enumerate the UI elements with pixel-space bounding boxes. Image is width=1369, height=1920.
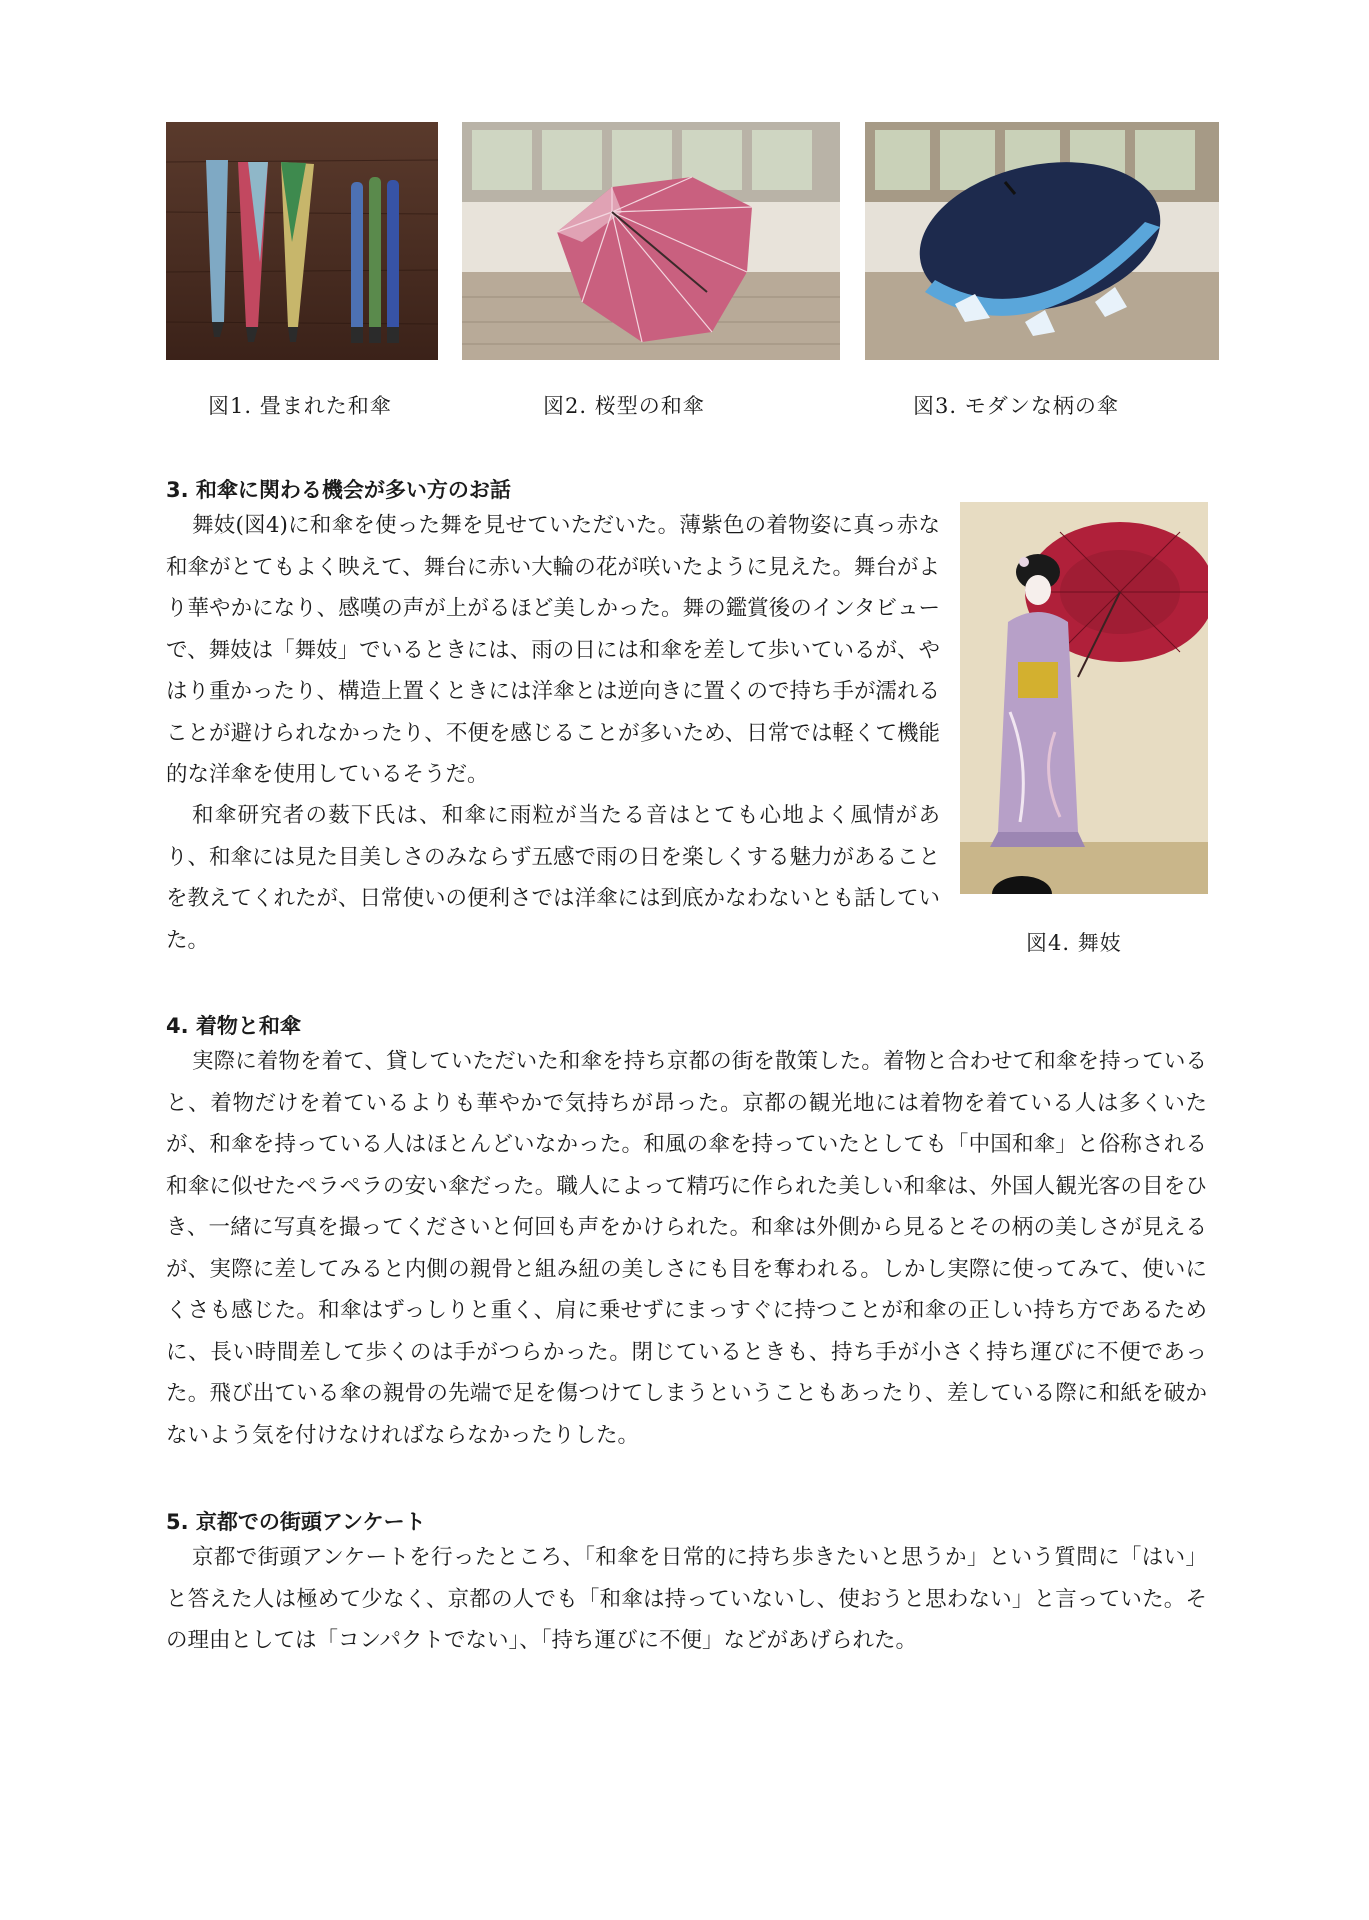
section-4-paragraph-1: 実際に着物を着て、貸していただいた和傘を持ち京都の街を散策した。着物と合わせて和傘を持っていると、着物だけを着ているよりも華やかで気持ちが昂った。京都の観光地には着物を着ている人は多くいたが、和傘を持っている人はほとんどいなかった。和風の傘を持っていたとしても「中国和傘」と俗称される和傘に似せたペラペラの安い傘だった。職人によって精巧に作られた美しい和傘は、外国人観光客の目をひき、一緒に写真を撮ってくださいと何回も声をかけられた。和傘は外側から見るとその柄の美しさが見えるが、実際に差してみると内側の親骨と組み紐の美しさにも目を奪われる。しかし実際に使ってみて、使いにくさも感じた。和傘はずっしりと重く、肩に乗せずにまっすぐに持つことが和傘の正しい持ち方であるために、長い時間差して歩くのは手がつらかった。閉じているときも、持ち手が小さく持ち運びに不便であった。飛び出ている傘の親骨の先端で足を傷つけてしまうということもあったり、差している際に和紙を破かないよう気を付けなければならなかったりした。 <box>166 1049 1207 1448</box>
section-3-paragraph-2: 和傘研究者の薮下氏は、和傘に雨粒が当たる音はとても心地よく風情があり、和傘には見た目美しさのみならず五感で雨の日を楽しくする魅力があることを教えてくれたが、日常使いの便利さでは洋傘には到底かなわないとも話していた。 <box>166 803 941 953</box>
figure-4-maiko-photo <box>960 502 1208 894</box>
section-3-heading: 3. 和傘に関わる機会が多い方のお話 <box>166 478 511 502</box>
section-5-heading: 5. 京都での街頭アンケート <box>166 1510 426 1534</box>
section-3-paragraph-1: 舞妓(図4)に和傘を使った舞を見せていただいた。薄紫色の着物姿に真っ赤な和傘がとてもよく映えて、舞台に赤い大輪の花が咲いたように見えた。舞台がより華やかになり、感嘆の声が上がるほど美しかった。舞の鑑賞後のインタビューで、舞妓は「舞妓」でいるときには、雨の日には和傘を差して歩いているが、やはり重かったり、構造上置くときには洋傘とは逆向きに置くので持ち手が濡れることが避けられなかったり、不便を感じることが多いため、日常では軽くて機能的な洋傘を使用しているそうだ。 <box>166 513 941 787</box>
figure-4-caption: 図4. 舞妓 <box>1026 931 1122 955</box>
figure-1-folded-umbrellas-photo <box>166 122 438 360</box>
figure-1-caption: 図1. 畳まれた和傘 <box>208 394 392 418</box>
figure-2-sakura-umbrella-photo <box>462 122 840 360</box>
figure-3-caption: 図3. モダンな柄の傘 <box>913 394 1119 418</box>
figure-2-caption: 図2. 桜型の和傘 <box>543 394 705 418</box>
section-5-paragraph-1: 京都で街頭アンケートを行ったところ、「和傘を日常的に持ち歩きたいと思うか」という質問に「はい」と答えた人は極めて少なく、京都の人でも「和傘は持っていないし、使おうと思わない」と言っていた。その理由としては「コンパクトでない」、「持ち運びに不便」などがあげられた。 <box>166 1545 1207 1653</box>
figure-3-modern-umbrella-photo <box>865 122 1219 360</box>
section-4-heading: 4. 着物と和傘 <box>166 1014 301 1038</box>
